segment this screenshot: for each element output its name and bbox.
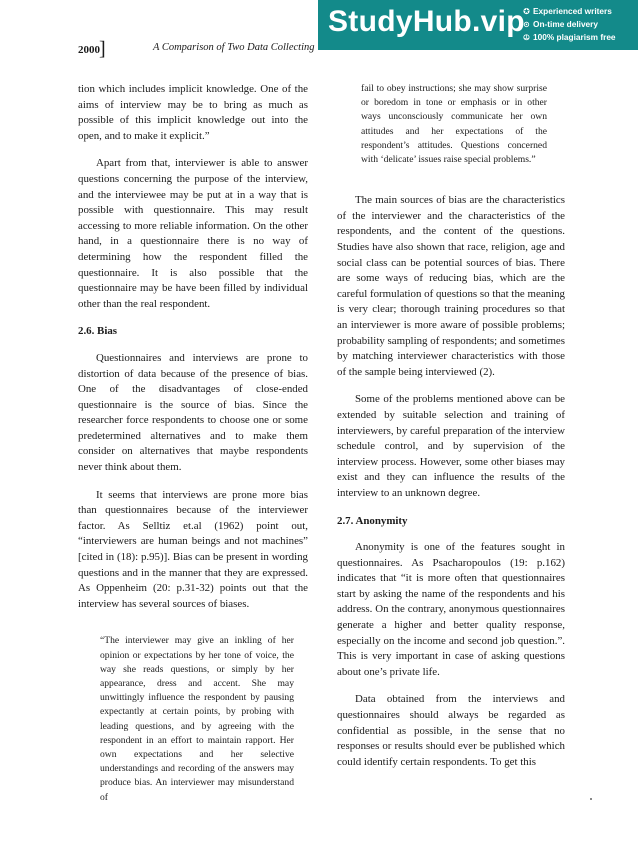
page-number: 2000 (78, 44, 100, 56)
paragraph: The main sources of bias are the characteristics of the interviewer and the characteristics of the respondents, and the content of the questions. Studies have also shown that race, religion, age and social class can be potential sources of bias. There are some ways of reducing bias, which are the careful formulation of questions so that the meaning is very clear; thorough training procedures so that an interviewer is more aware of possible problems; probability sampling of respondents; and sometimes by matching interviewer characteristics with those of the sample being interviewed (2). (337, 194, 565, 378)
paragraph: Questionnaires and interviews are prone to distortion of data because of the presence of bias. One of the disadvantages of close-ended questionnaire is the source of bias. Since the researcher force respondents to choose one or some predetermined alternatives and to make them consider on alternatives that maybe respondents never think about them. (78, 351, 308, 474)
block-quote: “The interviewer may give an inkling of her opinion or expectations by her tone of voice, the way she reads questions, or simply by her appearance, dress and accent. She may unwittingly influence the respondent by pausing expectantly at certain points, by probing with leading questions, and by agreeing with the respondent in an effort to maintain rapport. Her own expectations and her selective understandings and recording of the answers may produce bias. An interviewer may misunderstand of (100, 635, 294, 803)
banner-features (522, 5, 636, 44)
section-heading-bias: 2.6. Bias (78, 325, 118, 338)
badge-icon: ✪ (523, 7, 530, 16)
clock-icon: ⊙ (523, 20, 530, 29)
feature-label: On-time delivery (533, 19, 599, 29)
running-title: A Comparison of Two Data Collecting (153, 42, 315, 53)
right-column (337, 82, 565, 770)
paragraph: It seems that interviews are prone more bias than questionnaires because of the interviewer factor. As Selltiz et.al (1962) point out, “interviewers are human beings and not machines” [cited in (18): p.95)]. Bias can be present in wording questions and in the manner that they are expressed. As Oppenheim (20: p.31-32) points out that the interview has several sources of biases. (78, 488, 308, 610)
page-dot (590, 798, 592, 800)
paragraph: Data obtained from the interviews and questionnaires should always be regarded as confidential as possible, in the sense that no responses or results should ever be published which could identify certain respondents. To get this (337, 693, 565, 768)
banner-feature-delivery (522, 18, 636, 31)
feature-label: Experienced writers (533, 6, 612, 16)
ad-banner[interactable] (318, 0, 638, 50)
studyhub-logo[interactable]: StudyHub.vip (328, 5, 525, 38)
banner-feature-writers (522, 5, 636, 18)
section-heading-anonymity: 2.7. Anonymity (337, 514, 408, 527)
paragraph: Anonymity is one of the features sought in questionnaires. As Psacharopoulos (19: p.162) indicates that “it is more often that questionnaires start by asking the name of the respondents and his address. On the contrary, anonymous questionnaires generate a higher and better quality response, especially on the income and second job question.”. This is very important in case of asking questions about one’s private life. (337, 541, 565, 678)
page-bracket: ] (99, 38, 106, 60)
page-header (78, 38, 315, 60)
feature-label: 100% plagiarism free (533, 32, 616, 42)
paragraph: tion which includes implicit knowledge. One of the aims of interview may be to bring as much as possible of this implicit knowledge out into the open, and to make it explicit.” (78, 83, 308, 142)
banner-feature-plagiarism (522, 31, 636, 44)
left-column (78, 82, 308, 805)
paragraph: Some of the problems mentioned above can be extended by suitable selection and training of interviewers, by careful preparation of the interview schedule control, and by supervision of the interview process. However, some other biases may exist and they can influence the results of the interview to an unknown degree. (337, 393, 565, 499)
no-copy-icon: ⦹ (523, 33, 530, 42)
block-quote: fail to obey instructions; she may show surprise or boredom in tone or emphasis or in other ways unconsciously communicate her own attitudes and her expectations of the respondent’s attitudes. Questions concerned with ‘delicate’ issues raise special problems.” (361, 83, 547, 166)
paragraph: Apart from that, interviewer is able to answer questions concerning the purpose of the interview, and the interviewee may be put at in a way that is possible with questionnaire. This may result accessing to more reliable information. On the other hand, in a questionnaire there is no way of determining how the respondent filled the questionnaire. It is also possible that the questionnaire may be have been filled by individual other than the real respondent. (78, 157, 308, 310)
